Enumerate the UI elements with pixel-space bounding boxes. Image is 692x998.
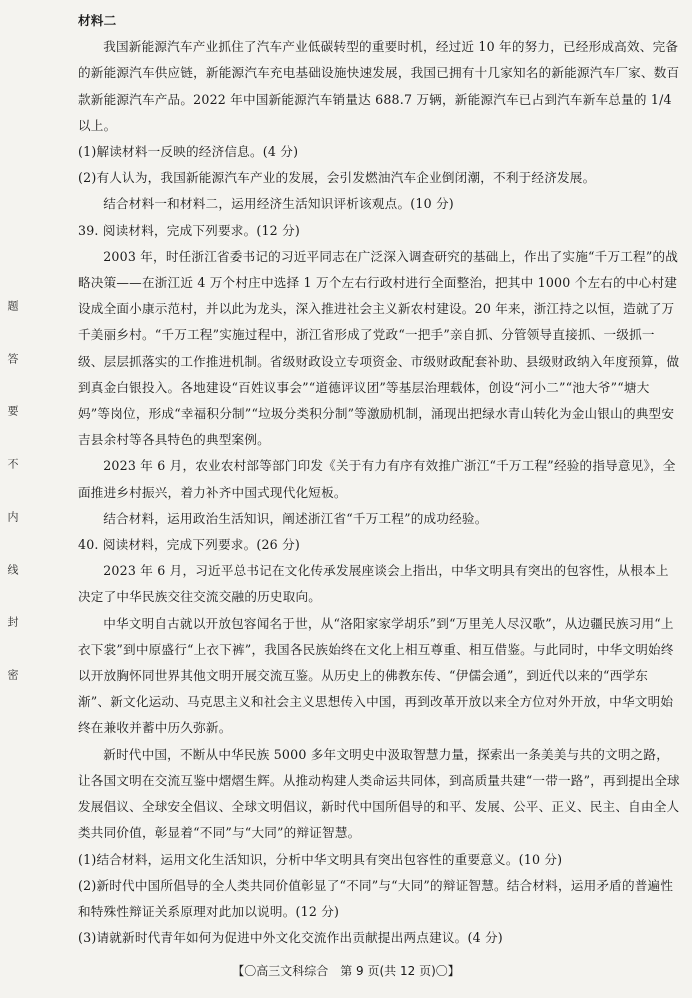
question-40-para-3: 新时代中国，不断从中华民族 5000 多年文明史中汲取智慧力量，探索出一条美美与共的文明之路，让各国文明在交流互鉴中熠熠生辉。从推动构建人类命运共同体，到高质量共建“一带一路”，再到提出全球发展倡议、全球安全倡议、全球文明倡议，新时代中国所倡导的和平、发展、公平、正义、民主、自由全人类共同价值，彰显着“不同”与“大同”的辩证智慧。 [78, 746, 680, 841]
seal-char: 不 [6, 458, 19, 470]
question-38-2-cont: 结合材料一和材料二，运用经济生活知识评析该观点。(10 分) [103, 196, 454, 212]
question-38-1: (1)解读材料一反映的经济信息。(4 分) [78, 144, 299, 160]
page-footer: 【〇高三文科综合 第 9 页(共 12 页)〇】 [232, 964, 460, 978]
question-38-2: (2)有人认为，我国新能源汽车产业的发展，会引发燃油汽车企业倒闭潮，不利于经济发展。 [78, 170, 596, 186]
exam-content [78, 8, 680, 951]
seal-char: 内 [6, 510, 19, 522]
seal-char: 题 [6, 300, 19, 311]
question-39-para-1: 2003 年，时任浙江省委书记的习近平同志在广泛深入调查研究的基础上，作出了实施“千万工程”的战略决策——在浙江近 4 万个村庄中选择 1 万个左右行政村进行全面整治，把其中 1000 个左右的中心村建设成全面小康示范村，并以此为龙头，深入推进社会主义新农村建设。20 年来，浙江持之以恒，造就了万千美丽乡村。“千万工程”实施过程中，浙江省形成了党政“一把手”亲自抓、分管领导直接抓、一级抓一级、层层抓落实的工作推进机制。省级财政设立专项资金、市级财政配套补助、县级财政纳入年度预算，做到真金白银投入。各地建设“百姓议事会”“道德评议团”等基层治理载体，创设“河小二”“池大爷”“塘大妈”等岗位，形成“幸福积分制”“垃圾分类积分制”等激励机制，涌现出把绿水青山转化为金山银山的典型安吉县余村等各具特色的典型案例。 [78, 248, 680, 448]
seal-char: 线 [6, 563, 19, 575]
question-40-title: 40. 阅读材料，完成下列要求。(26 分) [78, 537, 301, 553]
material2-heading: 材料二 [78, 13, 117, 28]
question-40-2: (2)新时代中国所倡导的全人类共同价值彰显了“不同”与“大同”的辩证智慧。结合材料，运用矛盾的普遍性和特殊性辩证关系原理对此加以说明。(12 分) [78, 877, 674, 919]
seal-char: 封 [6, 616, 19, 628]
question-39-title: 39. 阅读材料，完成下列要求。(12 分) [78, 222, 301, 238]
seal-line [2, 300, 22, 680]
question-40-1: (1)结合材料，运用文化生活知识，分析中华文明具有突出包容性的重要意义。(10 分) [78, 851, 563, 867]
seal-char: 要 [6, 405, 19, 417]
seal-char: 密 [6, 668, 19, 680]
material2-paragraph: 我国新能源汽车产业抓住了汽车产业低碳转型的重要时机，经过近 10 年的努力，已经形成高效、完备的新能源汽车供应链，新能源汽车充电基础设施快速发展，我国已拥有十几家知名的新能源汽车厂家、数百款新能源汽车产品。2022 年中国新能源汽车销量达 688.7 万辆，新能源汽车已占到汽车新车总量的 1/4 以上。 [78, 39, 680, 133]
question-40-para-2: 中华文明自古就以开放包容闻名于世，从“洛阳家家学胡乐”到“万里羌人尽汉歌”，从边疆民族习用“上衣下裳”到中原盛行“上衣下裤”，我国各民族始终在文化上相互尊重、相互借鉴。与此同时，中华文明始终以开放胸怀同世界其他文明开展交流互鉴。从历史上的佛教东传、“伊儒会通”，到近代以来的“西学东渐”、新文化运动、马克思主义和社会主义思想传入中国，再到改革开放以来全方位对外开放，中华文明始终在兼收并蓄中历久弥新。 [78, 615, 674, 736]
seal-char: 答 [6, 352, 19, 364]
question-39-prompt: 结合材料，运用政治生活知识，阐述浙江省“千万工程”的成功经验。 [103, 510, 488, 526]
question-39-para-2: 2023 年 6 月，农业农村部等部门印发《关于有力有序有效推广浙江“千万工程”经验的指导意见》，全面推进乡村振兴，着力补齐中国式现代化短板。 [78, 458, 676, 500]
question-40-3: (3)请就新时代青年如何为促进中外文化交流作出贡献提出两点建议。(4 分) [78, 930, 503, 946]
question-40-para-1: 2023 年 6 月，习近平总书记在文化传承发展座谈会上指出，中华文明具有突出的包容性，从根本上决定了中华民族交往交流交融的历史取向。 [78, 563, 669, 605]
